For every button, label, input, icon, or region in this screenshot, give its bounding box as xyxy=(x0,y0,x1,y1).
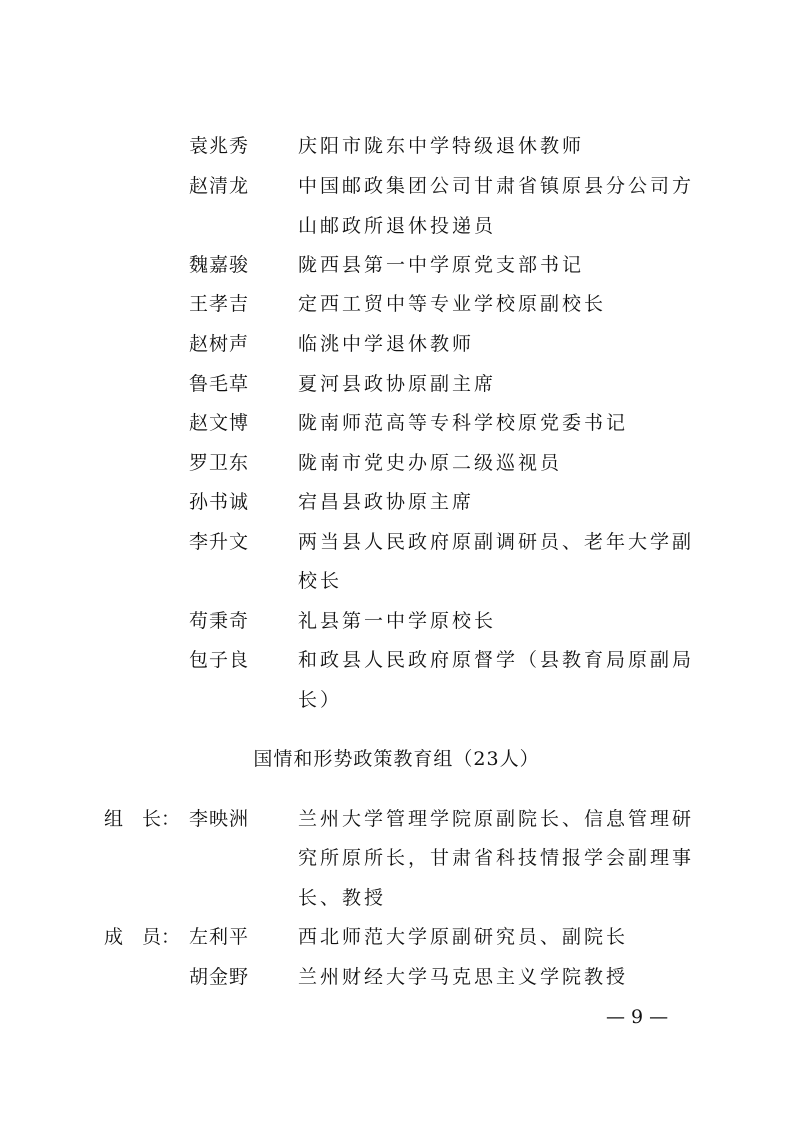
member-desc: 两当县人民政府原副调研员、老年大学副 xyxy=(298,531,695,553)
member-desc: 兰州财经大学马克思主义学院教授 xyxy=(298,966,629,988)
member-name: 袁兆秀 xyxy=(189,135,250,157)
leader-name: 李映洲 xyxy=(189,808,250,830)
page-number: — 9 — xyxy=(606,1006,669,1028)
member-name: 罗卫东 xyxy=(189,452,250,474)
member-name: 孙书诚 xyxy=(189,491,250,513)
member-desc: 临洮中学退休教师 xyxy=(298,333,475,355)
member-name: 苟秉奇 xyxy=(189,610,250,632)
member-desc: 山邮政所退休投递员 xyxy=(298,215,497,237)
member-desc: 校长 xyxy=(298,570,343,592)
member-desc: 陇南市党史办原二级巡视员 xyxy=(298,452,563,474)
member-desc: 定西工贸中等专业学校原副校长 xyxy=(298,293,607,315)
member-name: 包子良 xyxy=(189,649,250,671)
leader-desc: 兰州大学管理学院原副院长、信息管理研 xyxy=(298,808,695,830)
member-desc: 陇南师范高等专科学校原党委书记 xyxy=(298,412,629,434)
leader-desc: 长、教授 xyxy=(298,887,387,909)
member-desc: 西北师范大学原副研究员、副院长 xyxy=(298,926,629,948)
member-desc: 和政县人民政府原督学（县教育局原副局 xyxy=(298,649,695,671)
role-label: 组 长： xyxy=(104,808,181,830)
member-desc: 陇西县第一中学原党支部书记 xyxy=(298,254,585,276)
member-desc: 宕昌县政协原主席 xyxy=(298,491,475,513)
member-desc: 礼县第一中学原校长 xyxy=(298,610,497,632)
member-name: 左利平 xyxy=(189,926,250,948)
member-desc: 庆阳市陇东中学特级退休教师 xyxy=(298,135,585,157)
member-name: 胡金野 xyxy=(189,966,250,988)
member-name: 赵树声 xyxy=(189,333,250,355)
member-name: 鲁毛草 xyxy=(189,373,250,395)
member-name: 李升文 xyxy=(189,531,250,553)
member-name: 魏嘉骏 xyxy=(189,254,250,276)
member-name: 赵清龙 xyxy=(189,175,250,197)
member-name: 王孝吉 xyxy=(189,293,250,315)
member-name: 赵文博 xyxy=(189,412,250,434)
member-desc: 长） xyxy=(298,689,343,711)
leader-desc: 究所原所长，甘肃省科技情报学会副理事 xyxy=(298,847,695,869)
member-desc: 中国邮政集团公司甘肃省镇原县分公司方 xyxy=(298,175,695,197)
section-title: 国情和形势政策教育组（23人） xyxy=(253,748,540,770)
member-desc: 夏河县政协原副主席 xyxy=(298,373,497,395)
role-label: 成 员： xyxy=(104,926,181,948)
